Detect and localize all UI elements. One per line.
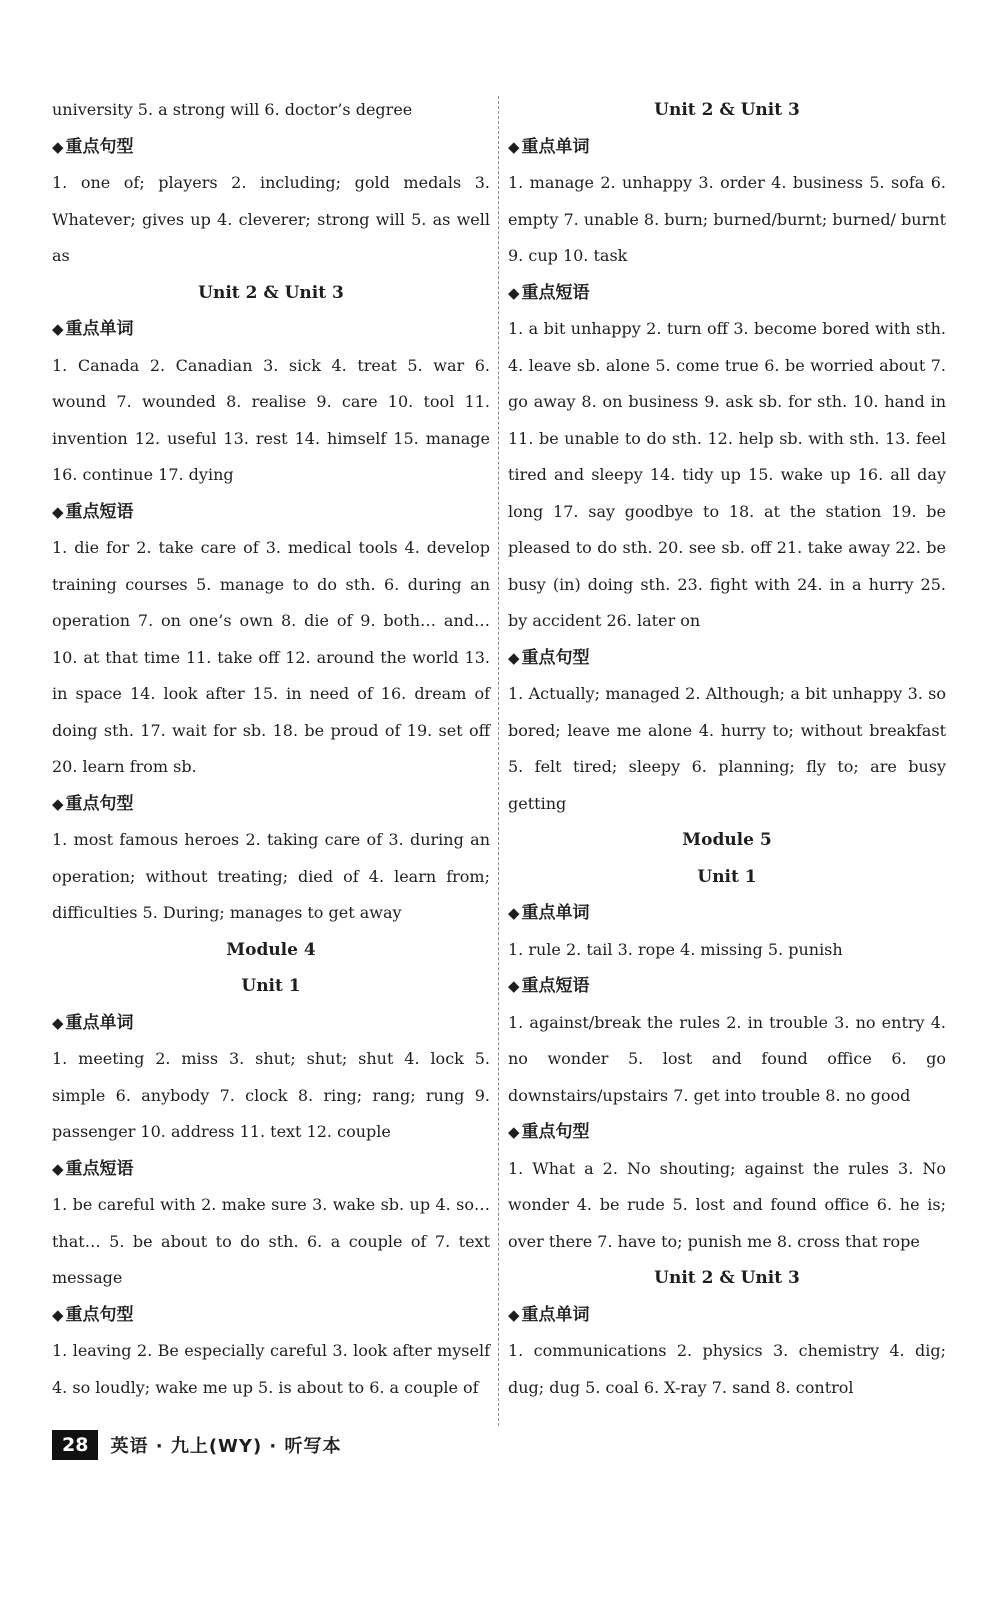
continued-text: university 5. a strong will 6. doctor’s degree: [52, 100, 413, 119]
answer-text: 1. What a 2. No shouting; against the rules 3. No wonder 4. be rude 5. lost and found office 6. he is; over there 7. have to; punish me 8. cross that rope: [508, 1158, 946, 1251]
module-heading: Module 4: [226, 939, 316, 960]
diamond-bullet-icon: ◆: [508, 977, 520, 995]
book-title: 英语 · 九上(WY) · 听写本: [110, 1436, 342, 1457]
answer-text: 1. against/break the rules 2. in trouble 3. no entry 4. no wonder 5. lost and found office 6. go downstairs/upstairs 7. get into trouble 8. no good: [508, 1012, 946, 1105]
unit-heading: Unit 1: [241, 976, 301, 996]
section-heading: ◆ 重点单词: [508, 903, 590, 923]
page-number: 28: [52, 1430, 98, 1460]
unit-heading: Unit 2 & Unit 3: [654, 100, 800, 120]
answer-text: 1. a bit unhappy 2. turn off 3. become bored with sth. 4. leave sb. alone 5. come true 6. be worried about 7. go away 8. on business 9. ask sb. for sth. 10. hand in 11. be unable to do sth. 12. help sb. with sth. 13. feel tired and sleepy 14. tidy up 15. wake up 16. all day long 17. say goodbye to 18. at the station 19. be pleased to do sth. 20. see sb. off 21. take away 22. be busy (in) doing sth. 23. fight with 24. in a hurry 25. by accident 26. later on: [508, 319, 946, 630]
unit-heading: Unit 1: [697, 866, 757, 887]
answer-text: 1. rule 2. tail 3. rope 4. missing 5. punish: [508, 939, 843, 959]
answer-text: 1. most famous heroes 2. taking care of 3. during an operation; without treating; died of 4. learn from; difficulties 5. During; manages to get away: [52, 830, 490, 922]
answer-text: 1. leaving 2. Be especially careful 3. look after myself 4. so loudly; wake me up 5. is about to 6. a couple of: [52, 1341, 490, 1397]
section-heading: ◆ 重点单词: [52, 319, 134, 339]
answer-text: 1. Canada 2. Canadian 3. sick 4. treat 5. war 6. wound 7. wounded 8. realise 9. care 10. tool 11. invention 12. useful 13. rest 14. himself 15. manage 16. continue 17. dying: [52, 355, 490, 484]
section-heading: ◆ 重点句型: [52, 136, 134, 157]
answer-text: 1. manage 2. unhappy 3. order 4. business 5. sofa 6. empty 7. unable 8. burn; burned/burnt; burned/ burnt 9. cup 10. task: [508, 173, 946, 265]
answer-text: 1. one of; players 2. including; gold medals 3. Whatever; gives up 4. cleverer; strong will 5. as well as: [52, 173, 490, 265]
answer-text: 1. meeting 2. miss 3. shut; shut; shut 4. lock 5. simple 6. anybody 7. clock 8. ring; rang; rung 9. passenger 10. address 11. text 12. couple: [52, 1049, 490, 1141]
answer-text: 1. die for 2. take care of 3. medical tools 4. develop training courses 5. manage to do sth. 6. during an operation 7. on one’s own 8. die of 9. both… and… 10. at that time 11. take off 12. around the world 13. in space 14. look after 15. in need of 16. dream of doing sth. 17. wait for sb. 18. be proud of 19. set off 20. learn from sb.: [52, 538, 490, 776]
unit-heading: Unit 2 & Unit 3: [654, 1268, 800, 1288]
diamond-bullet-icon: ◆: [508, 648, 520, 667]
section-heading: ◆ 重点句型: [508, 647, 590, 668]
right-column: [508, 92, 946, 1406]
section-heading: ◆ 重点短语: [508, 976, 590, 996]
section-heading: ◆ 重点单词: [508, 136, 590, 157]
left-column: [52, 92, 490, 1406]
section-heading: ◆ 重点单词: [508, 1304, 590, 1325]
diamond-bullet-icon: ◆: [508, 137, 520, 156]
section-heading: ◆ 重点句型: [52, 793, 134, 814]
section-heading: ◆ 重点短语: [508, 282, 590, 303]
answer-text: 1. be careful with 2. make sure 3. wake sb. up 4. so… that… 5. be about to do sth. 6. a couple of 7. text message: [52, 1195, 490, 1287]
section-heading: ◆ 重点短语: [52, 1158, 134, 1179]
answer-text: 1. Actually; managed 2. Although; a bit unhappy 3. so bored; leave me alone 4. hurry to; without breakfast 5. felt tired; sleepy 6. planning; fly to; are busy getting: [508, 684, 946, 813]
diamond-bullet-icon: ◆: [52, 1305, 64, 1324]
section-heading: ◆ 重点句型: [52, 1304, 134, 1325]
page-footer: [52, 1430, 342, 1460]
diamond-bullet-icon: ◆: [52, 794, 64, 813]
diamond-bullet-icon: ◆: [508, 904, 520, 922]
unit-heading: Unit 2 & Unit 3: [198, 282, 344, 303]
diamond-bullet-icon: ◆: [508, 283, 520, 302]
diamond-bullet-icon: ◆: [52, 502, 64, 521]
column-divider: [498, 96, 499, 1426]
answer-text: 1. communications 2. physics 3. chemistry 4. dig; dug; dug 5. coal 6. X-ray 7. sand 8. control: [508, 1341, 946, 1397]
module-heading: Module 5: [682, 830, 772, 850]
diamond-bullet-icon: ◆: [52, 1159, 64, 1178]
section-heading: ◆ 重点单词: [52, 1012, 134, 1033]
section-heading: ◆ 重点句型: [508, 1122, 590, 1142]
diamond-bullet-icon: ◆: [508, 1123, 520, 1141]
diamond-bullet-icon: ◆: [52, 1013, 64, 1032]
section-heading: ◆ 重点短语: [52, 501, 134, 522]
diamond-bullet-icon: ◆: [52, 137, 64, 156]
diamond-bullet-icon: ◆: [508, 1305, 520, 1324]
diamond-bullet-icon: ◆: [52, 320, 64, 338]
